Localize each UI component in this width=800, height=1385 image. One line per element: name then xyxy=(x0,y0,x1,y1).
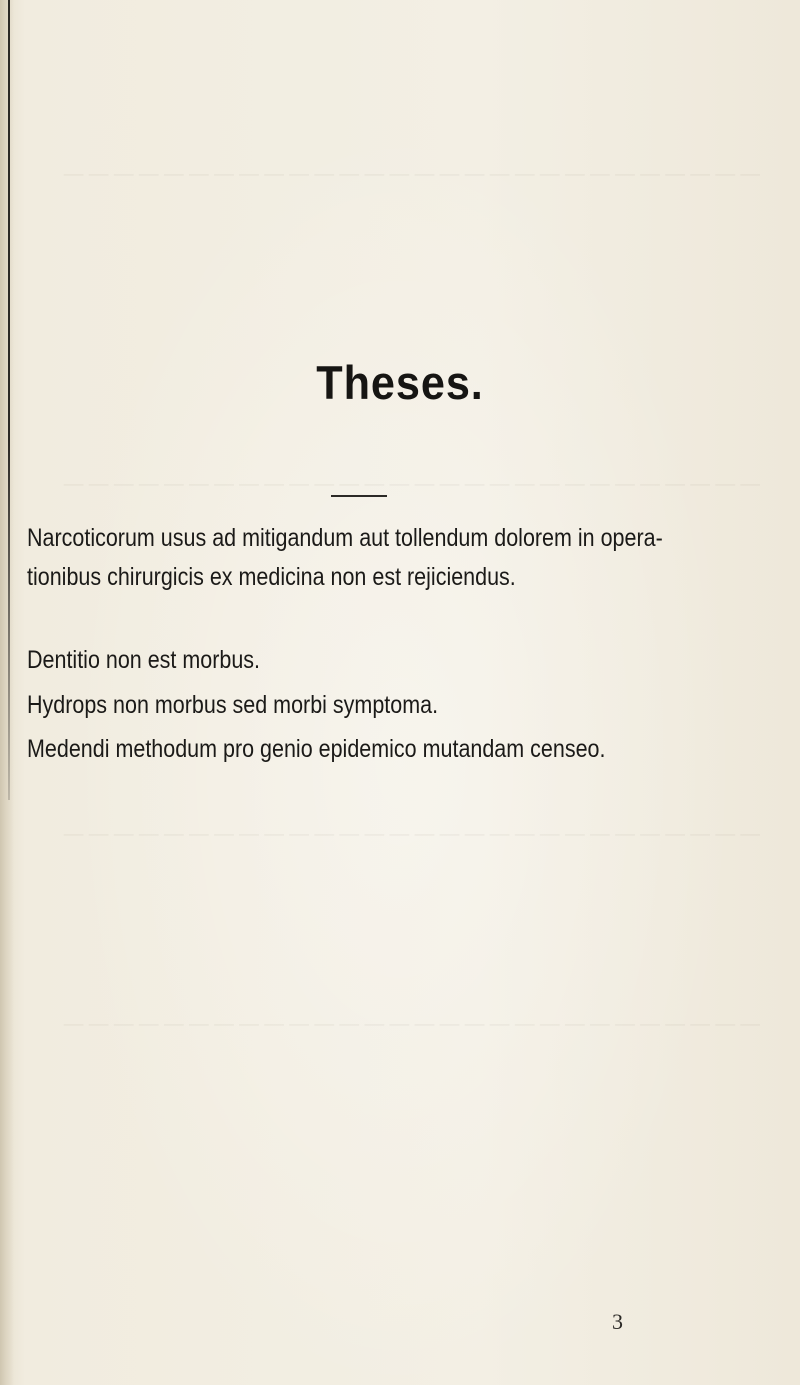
thesis-3-text: Hydrops non morbus sed morbi symptoma. xyxy=(27,691,439,719)
show-through-texture: — — — — — — — — — — — — — — — — — — — — — — — — — — — — xyxy=(63,160,760,185)
title-divider xyxy=(331,495,387,497)
page-spine-shadow xyxy=(0,0,14,1385)
thesis-1-line-1: Narcoticorum usus ad mitigandum aut tollendum dolorem in opera- xyxy=(27,524,663,552)
binding-edge-line xyxy=(8,0,10,800)
thesis-1-line-2: tionibus chirurgicis ex medicina non est rejiciendus. xyxy=(27,563,516,591)
thesis-4 xyxy=(27,730,681,769)
show-through-texture: — — — — — — — — — — — — — — — — — — — — — — — — — — — — xyxy=(63,1010,760,1035)
page-number: 3 xyxy=(612,1309,623,1334)
thesis-4-text: Medendi methodum pro genio epidemico mutandam censeo. xyxy=(27,735,606,763)
show-through-texture: — — — — — — — — — — — — — — — — — — — — — — — — — — — — xyxy=(63,470,760,495)
thesis-2 xyxy=(27,641,681,680)
show-through-texture: — — — — — — — — — — — — — — — — — — — — — — — — — — — — xyxy=(63,820,760,845)
thesis-2-text: Dentitio non est morbus. xyxy=(27,646,261,674)
page-title: Theses. xyxy=(316,356,484,409)
thesis-1 xyxy=(27,519,681,597)
thesis-3 xyxy=(27,686,681,725)
